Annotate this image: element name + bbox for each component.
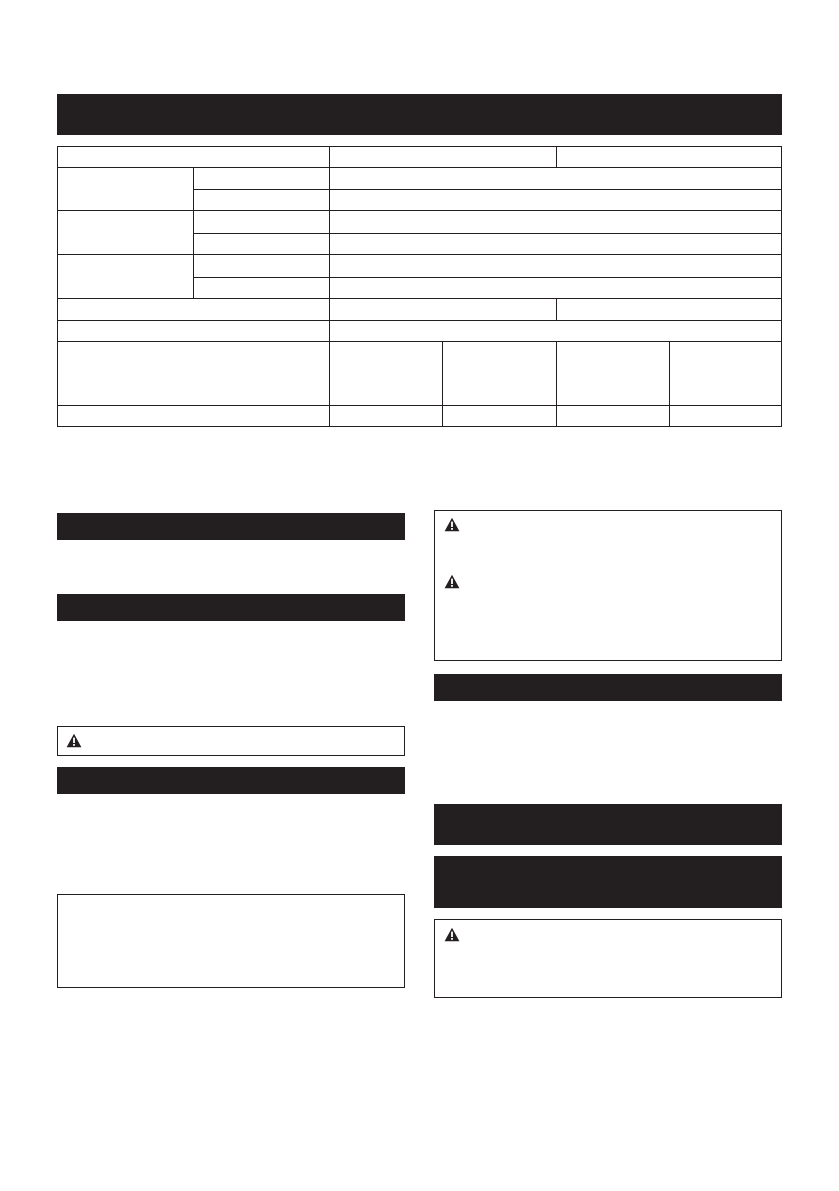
table-cell [669,341,782,406]
table-cell [329,341,443,406]
table-cell [57,405,330,427]
table-cell [193,189,330,211]
table-cell [57,167,194,211]
table-cell [556,405,670,427]
table-cell [556,146,782,168]
warning-box [57,726,405,756]
table-cell [57,298,330,321]
table-cell [556,298,782,321]
warning-triangle-icon [444,574,460,589]
table-cell [193,233,330,255]
table-cell [57,210,194,255]
section-heading-bar [57,767,405,794]
warning-triangle-icon [444,517,460,532]
warning-box [434,510,782,661]
table-cell [329,320,782,342]
table-cell [329,146,557,168]
table-cell [329,298,557,321]
section-heading-bar [434,674,782,701]
table-cell [329,210,782,234]
note-box [57,894,405,988]
table-cell [329,254,782,278]
table-cell [193,167,330,190]
table-cell [57,254,194,299]
table-cell [57,341,330,406]
table-cell [669,405,782,427]
warning-box [434,919,782,998]
table-cell [57,320,330,342]
table-cell [442,341,557,406]
table-cell [329,189,782,211]
section-heading-bar [434,856,782,908]
section-heading-bar [57,513,405,540]
table-cell [329,277,782,299]
table-cell [57,146,330,168]
table-cell [193,277,330,299]
table-cell [556,341,670,406]
section-heading-bar [57,594,405,621]
table-cell [329,167,782,190]
warning-triangle-icon [66,733,82,748]
warning-triangle-icon [444,927,460,942]
table-cell [442,405,557,427]
table-cell [329,405,443,427]
table-cell [329,233,782,255]
page-title-bar [57,94,782,135]
table-cell [193,210,330,234]
section-heading-bar [434,804,782,845]
table-cell [193,254,330,278]
